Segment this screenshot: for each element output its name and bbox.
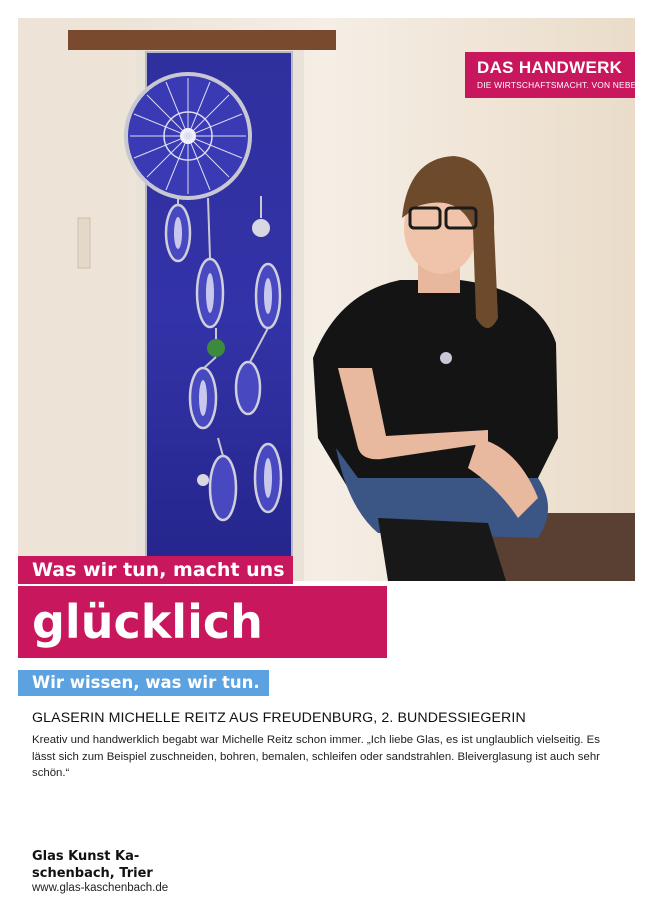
headline-line-1: Was wir tun, macht uns xyxy=(18,556,293,584)
headline-line-3: Wir wissen, was wir tun. xyxy=(18,670,269,696)
brand-name: DAS HANDWERK xyxy=(477,58,623,77)
subheadline: GLASERIN MICHELLE REITZ AUS FREUDENBURG, 2. BUNDESSIEGERIN xyxy=(32,710,526,726)
hero-photo xyxy=(18,18,657,581)
brand-tagline: DIE WIRTSCHAFTSMACHT. VON NEBENAN. xyxy=(477,80,657,90)
brand-badge xyxy=(465,52,657,98)
photo-illustration xyxy=(18,18,635,581)
company-name: Glas Kunst Ka-schenbach, Trier xyxy=(32,849,153,881)
company-url[interactable]: www.glas-kaschenbach.de xyxy=(32,882,169,894)
headline-line-2: glücklich xyxy=(18,586,387,658)
body-text: Kreativ und handwerklich begabt war Michelle Reitz schon immer. „Ich liebe Glas, es ist unglaublich vielseitig. Es lässt sich zum Beispiel zuschneiden, bohren, bemalen, schleifen oder sandstrahlen. Bleiverglasung ist auch sehr schön.“ xyxy=(32,734,600,779)
